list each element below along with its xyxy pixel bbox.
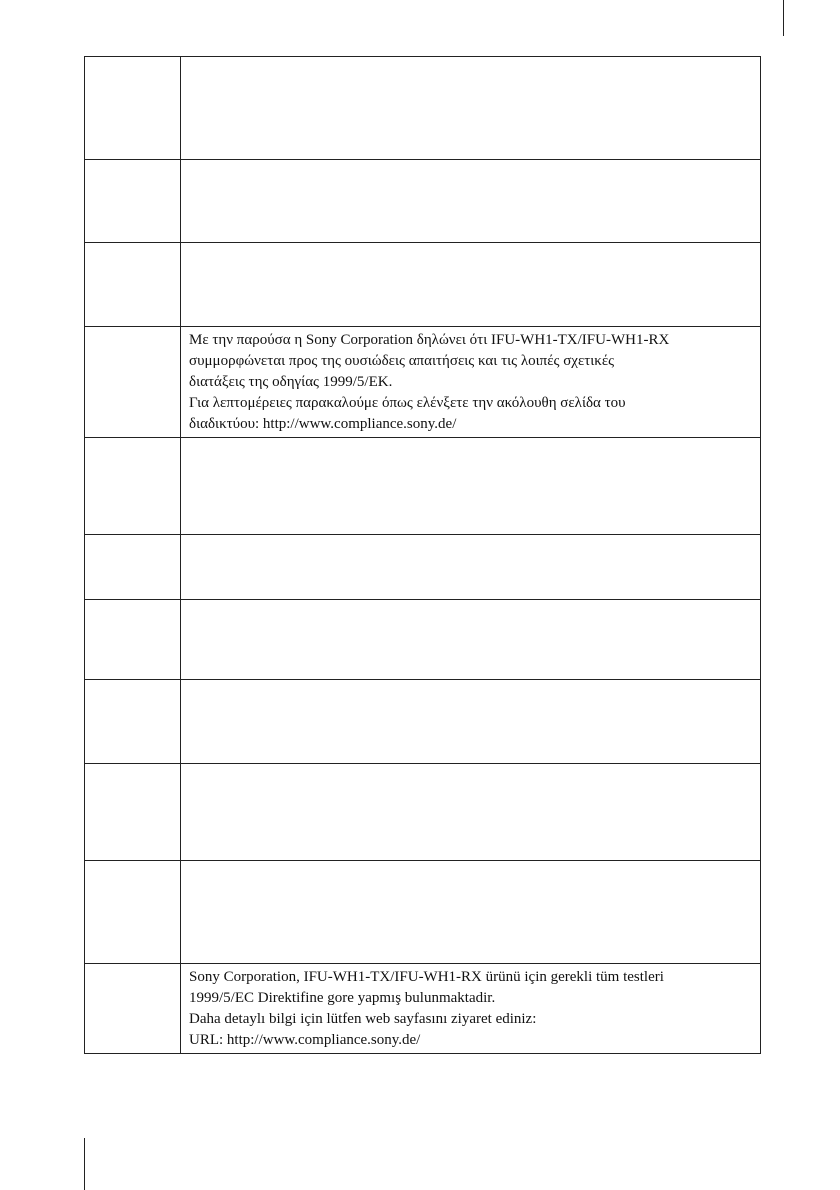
language-cell: [85, 861, 181, 964]
language-cell: [85, 243, 181, 327]
table-row: [85, 535, 761, 600]
declaration-line: 1999/5/EC Direktifine gore yapmış bulunmaktadir.: [189, 990, 496, 1006]
language-cell: [85, 964, 181, 1054]
declaration-text-cell: [181, 160, 761, 243]
language-cell: [85, 57, 181, 160]
table-row: [85, 861, 761, 964]
declaration-text-cell: [181, 680, 761, 764]
table-row: [85, 327, 761, 438]
table-row: [85, 438, 761, 535]
declaration-line: διαδικτύου: http://www.compliance.sony.de/: [189, 416, 457, 432]
table-row: [85, 57, 761, 160]
language-cell: [85, 327, 181, 438]
declaration-line: Sony Corporation, IFU-WH1-TX/IFU-WH1-RX ürünü için gerekli tüm testleri: [189, 969, 664, 985]
declaration-text-cell: [181, 57, 761, 160]
page-top-rule: [783, 0, 784, 36]
language-cell: [85, 160, 181, 243]
language-cell: [85, 438, 181, 535]
language-cell: [85, 535, 181, 600]
declaration-text-cell: [181, 600, 761, 680]
declaration-text-cell: [181, 764, 761, 861]
declaration-text-cell-turkish: [181, 964, 761, 1054]
table-row: [85, 243, 761, 327]
declaration-line: Για λεπτομέρειες παρακαλούμε όπως ελένξετε την ακόλουθη σελίδα του: [189, 395, 626, 411]
language-cell: [85, 680, 181, 764]
declaration-text-cell: [181, 438, 761, 535]
table-row: [85, 600, 761, 680]
declaration-text-cell: [181, 535, 761, 600]
language-cell: [85, 764, 181, 861]
declaration-line: Daha detaylı bilgi için lütfen web sayfasını ziyaret ediniz:: [189, 1011, 537, 1027]
language-cell: [85, 600, 181, 680]
declaration-line: συμμορφώνεται προς της ουσιώδεις απαιτήσεις και τις λοιπές σχετικές: [189, 353, 615, 369]
table-row: [85, 964, 761, 1054]
declaration-line: διατάξεις της οδηγίας 1999/5/ΕΚ.: [189, 374, 393, 390]
declaration-line: Με την παρούσα η Sony Corporation δηλώνει ότι IFU-WH1-TX/IFU-WH1-RX: [189, 332, 670, 348]
declaration-text-cell: [181, 243, 761, 327]
table-row: [85, 160, 761, 243]
declaration-line: URL: http://www.compliance.sony.de/: [189, 1032, 421, 1048]
declaration-table: [84, 56, 761, 1054]
declaration-text-cell-greek: [181, 327, 761, 438]
page-bottom-rule: [84, 1138, 85, 1190]
table-row: [85, 764, 761, 861]
declaration-text-cell: [181, 861, 761, 964]
table-row: [85, 680, 761, 764]
